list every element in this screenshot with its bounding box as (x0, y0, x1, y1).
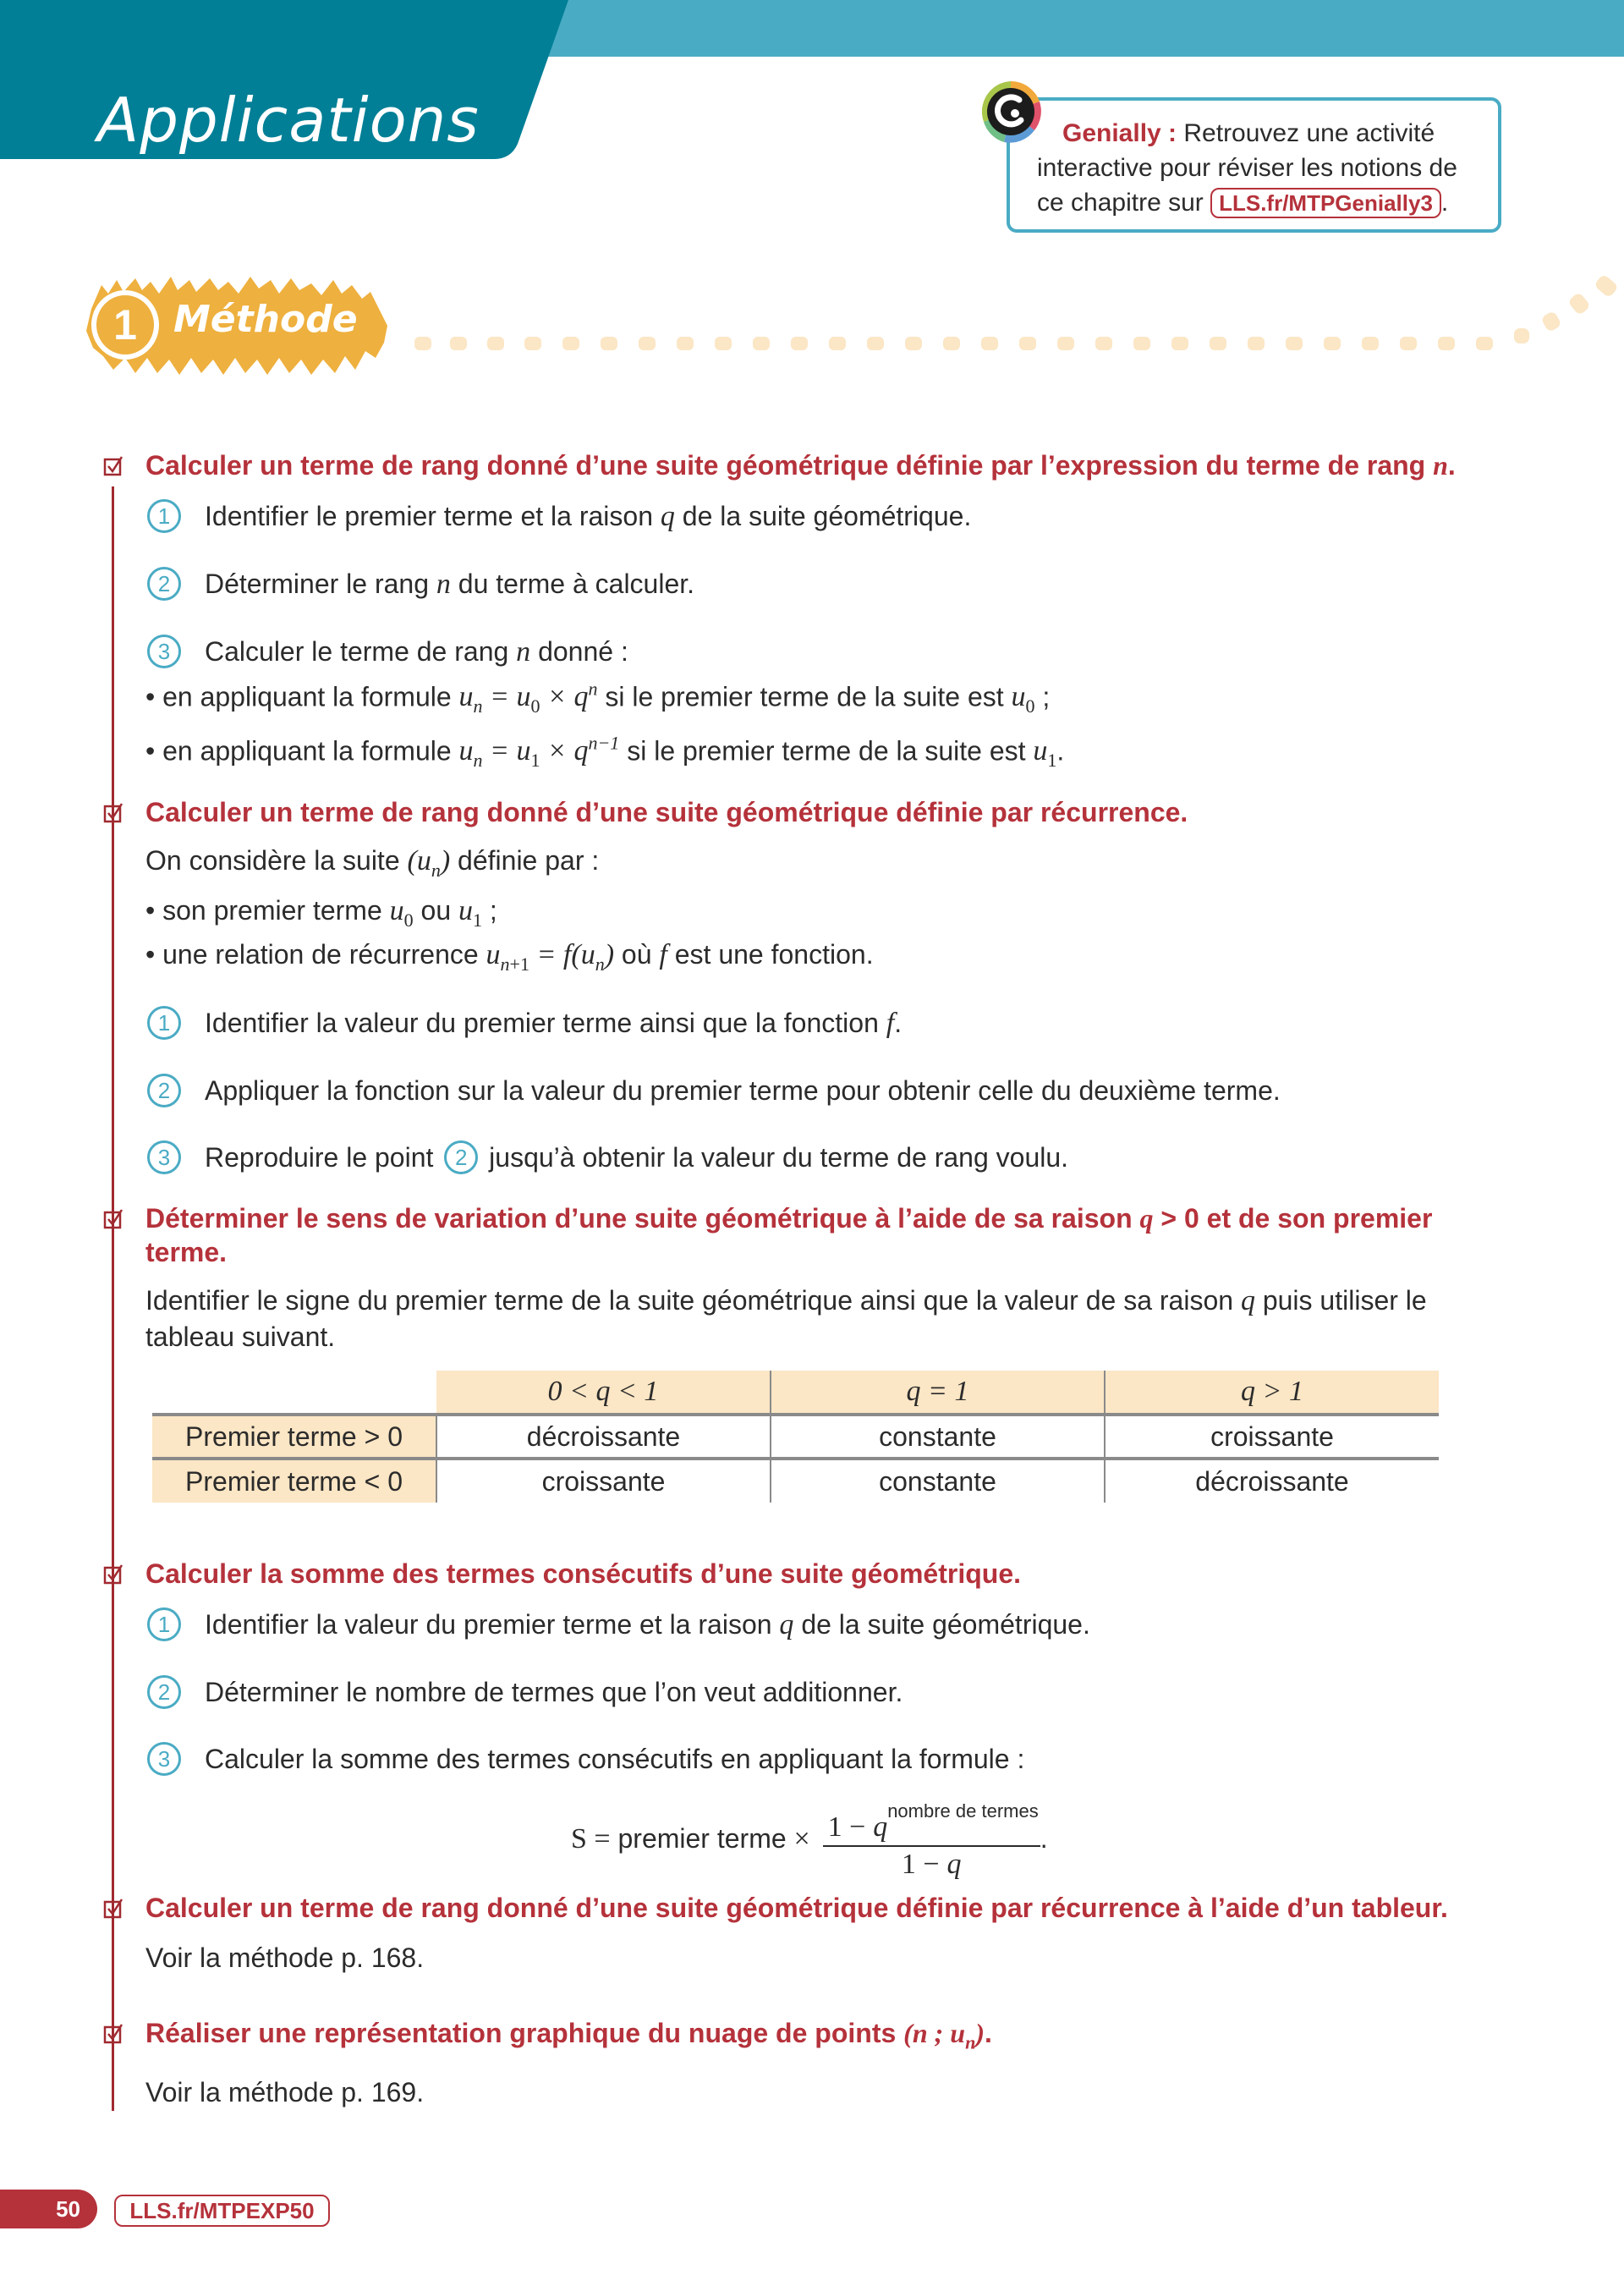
formula-bullet (110, 723, 1514, 781)
title-text: Réaliser une représentation graphique du nuage de points (145, 2018, 904, 2048)
step-text: Calculer la somme des termes consécutifs en appliquant la formule : (205, 1744, 1025, 1774)
title-text: Calculer un terme de rang donné d’une suite géométrique définie par l’expression du terme de rang (145, 450, 1434, 481)
step-item (110, 635, 1514, 669)
bullet-end: ; (1034, 681, 1051, 712)
title-math: (n ; $u_n$) (903, 2018, 985, 2053)
step-item (110, 1742, 1514, 1776)
bullet-text: • une relation de récurrence (145, 938, 486, 970)
step-text-end: . (894, 1008, 903, 1039)
step-number-badge: 2 (147, 1074, 181, 1107)
table-cell: décroissante (436, 1415, 771, 1459)
step-item (110, 1140, 1514, 1174)
step-number-badge: 1 (147, 1006, 181, 1040)
table-header-row (152, 1371, 1439, 1415)
table-corner (152, 1371, 436, 1415)
table-cell: décroissante (1105, 1459, 1439, 1503)
bullet-mid: où (614, 938, 660, 970)
table-column-header (771, 1371, 1105, 1415)
step-number-badge: 1 (147, 1607, 181, 1641)
table-row (152, 1415, 1439, 1459)
title-end: . (1447, 450, 1456, 481)
method-section-5 (110, 1891, 1514, 1976)
step-item (110, 1074, 1514, 1107)
method-title (110, 1557, 1514, 1591)
table-row-header: Premier terme < 0 (152, 1459, 436, 1503)
column-label: 0 < q < 1 (547, 1376, 659, 1407)
table-row (152, 1459, 1439, 1503)
step-number-badge: 3 (147, 1742, 181, 1776)
function-f: f (659, 938, 667, 970)
method-title (110, 1201, 1514, 1269)
step-text-end: donné : (530, 636, 628, 667)
checkbox-icon (103, 455, 125, 477)
title-end: . (984, 2018, 992, 2048)
para-text-end: puis utiliser le tableau suivant. (145, 1285, 1427, 1352)
methode-number: 1 (91, 290, 159, 360)
term-u1: $u_1$ (458, 894, 482, 931)
fraction-numerator: $1 - q^{nombre de termes}$ (823, 1800, 1040, 1847)
genially-period: . (1440, 189, 1449, 217)
checkbox-icon (103, 2023, 125, 2045)
genially-link[interactable]: LLS.fr/MTPGenially3 (1210, 188, 1441, 218)
table-column-header (436, 1371, 771, 1415)
formula-end: . (1040, 1822, 1048, 1854)
method-section-4 (110, 1557, 1514, 1776)
page-title: Applications (97, 85, 480, 156)
step-math: q (779, 1609, 794, 1640)
table-column-header (1105, 1371, 1439, 1415)
genially-logo-icon (979, 80, 1043, 144)
step-text: Déterminer le nombre de termes que l’on veut additionner. (205, 1677, 903, 1707)
step-text-end: jusqu’à obtenir la valeur du terme de rang voulu. (481, 1142, 1069, 1173)
step-math: q (660, 501, 675, 532)
step-math: f (886, 1008, 895, 1040)
exponent-label: nombre de termes (887, 1800, 1039, 1822)
bullet-mid: ou (413, 894, 458, 926)
variation-table (152, 1371, 1439, 1503)
step-number-badge: 2 (147, 1675, 181, 1709)
step-text: Appliquer la fonction sur la valeur du premier terme pour obtenir celle du deuxième terme. (205, 1075, 1281, 1107)
bullet-text: • en appliquant la formule (145, 735, 459, 767)
formula-bullet (110, 669, 1514, 727)
table-row-header: Premier terme > 0 (152, 1415, 436, 1459)
step-math: n (516, 636, 531, 668)
table-cell: constante (771, 1415, 1105, 1459)
title-text: Calculer la somme des termes consécutifs d’une suite géométrique. (145, 1558, 1021, 1589)
step-number-badge: 3 (147, 635, 181, 668)
step-number-badge: 2 (147, 567, 181, 601)
step-text: Calculer le terme de rang (205, 636, 517, 667)
step-text-end: du terme à calculer. (450, 569, 695, 599)
formula-fraction (823, 1800, 1040, 1881)
checkbox-icon (103, 1208, 125, 1230)
step-item (110, 499, 1514, 534)
method-title (110, 448, 1514, 482)
step-number-badge: 3 (147, 1140, 181, 1174)
intro-paragraph (110, 843, 1514, 888)
formula-un-u1: $u_n = u_1 \times q^{n-1}$ (458, 733, 620, 772)
step-text: Identifier le premier terme et la raison (205, 501, 661, 531)
term-u0: $u_0$ (389, 894, 414, 931)
genially-lead: Genially : (1062, 119, 1177, 147)
title-text: Calculer un terme de rang donné d’une suite géométrique définie par récurrence. (145, 797, 1188, 827)
recurrence-formula: $u_{n+1} = f(u_n)$ (486, 938, 615, 975)
method-title (110, 1891, 1514, 1925)
footer-link[interactable]: LLS.fr/MTPEXP50 (114, 2195, 330, 2227)
bullet-text: • son premier terme (145, 894, 390, 926)
sum-formula: S = premier terme × $\frac{1 - q^{nombre de termes}}{1 - q}$ . (571, 1800, 1048, 1880)
intro-text-end: définie par : (450, 845, 600, 876)
para-text: Identifier le signe du premier terme de la suite géométrique ainsi que la valeur de sa raison (145, 1285, 1241, 1316)
title-math: n (1433, 450, 1448, 481)
intro-text: On considère la suite (145, 845, 408, 876)
para-math: q (1240, 1285, 1255, 1316)
title-math: q (1139, 1203, 1154, 1234)
method-section-1 (110, 448, 1514, 781)
method-section-2 (110, 795, 1514, 1174)
checkbox-icon (103, 1563, 125, 1585)
page-number: 50 (0, 2190, 97, 2228)
step-text-end: de la suite géométrique. (793, 1609, 1090, 1640)
method-section-3 (110, 1201, 1514, 1355)
genially-callout (1007, 97, 1501, 233)
checkbox-icon (103, 1898, 125, 1920)
bullet-end: . (1056, 735, 1065, 767)
step-item (110, 567, 1514, 602)
title-end: > 0 et de son premier terme. (145, 1203, 1433, 1267)
step-reference-badge: 2 (444, 1140, 478, 1174)
genially-text: Retrouvez une activité interactive pour réviser les notions de ce chapitre sur (1037, 119, 1457, 217)
formula-s: S = (571, 1822, 611, 1855)
fraction-denominator: 1 − q (901, 1849, 962, 1880)
method-section-6 (110, 2016, 1514, 2110)
table-cell: constante (771, 1459, 1105, 1503)
method-title (110, 795, 1514, 829)
see-method-link[interactable]: Voir la méthode p. 168. (145, 1943, 425, 1973)
step-item (110, 1607, 1514, 1642)
step-text: Identifier la valeur du premier terme et la raison (205, 1609, 780, 1640)
column-label: q = 1 (906, 1376, 969, 1407)
checkbox-icon (103, 802, 125, 824)
step-item (110, 1006, 1514, 1041)
definition-bullet (110, 893, 1514, 937)
step-text: Identifier la valeur du premier terme ainsi que la fonction (205, 1008, 886, 1039)
bullet-text-2: si le premier terme de la suite est (597, 681, 1012, 712)
step-math: n (436, 569, 451, 600)
bullet-end: ; (482, 894, 497, 926)
method-title (110, 2016, 1514, 2059)
step-text: Déterminer le rang (205, 569, 436, 599)
formula-un-u0: $u_n = u_0 \times q^n$ (458, 679, 598, 717)
title-text: Calculer un terme de rang donné d’une suite géométrique définie par récurrence à l’aide d’un tableur. (145, 1893, 1448, 1923)
step-number-badge: 1 (147, 499, 181, 533)
sequence-un: $(u_n)$ (407, 845, 451, 881)
formula-lhs-text: premier terme (617, 1822, 787, 1854)
definition-bullet (110, 937, 1514, 981)
term-u0: $u_0$ (1011, 681, 1035, 717)
see-method-link[interactable]: Voir la méthode p. 169. (145, 2077, 425, 2108)
step-text-end: de la suite géométrique. (674, 501, 972, 531)
bullet-end: est une fonction. (667, 938, 874, 970)
table-cell: croissante (1105, 1415, 1439, 1459)
methode-label: Méthode (173, 298, 358, 341)
title-text: Déterminer le sens de variation d’une suite géométrique à l’aide de sa raison (145, 1203, 1140, 1234)
bullet-text: • en appliquant la formule (145, 681, 459, 712)
term-u1: $u_1$ (1033, 735, 1057, 772)
bullet-text-2: si le premier terme de la suite est (619, 735, 1034, 767)
dotted-path-decoration (414, 271, 1624, 355)
step-text: Reproduire le point (205, 1142, 442, 1173)
step-item (110, 1675, 1514, 1709)
column-label: q > 1 (1241, 1376, 1303, 1407)
instruction-paragraph (110, 1283, 1514, 1355)
table-cell: croissante (436, 1459, 771, 1503)
